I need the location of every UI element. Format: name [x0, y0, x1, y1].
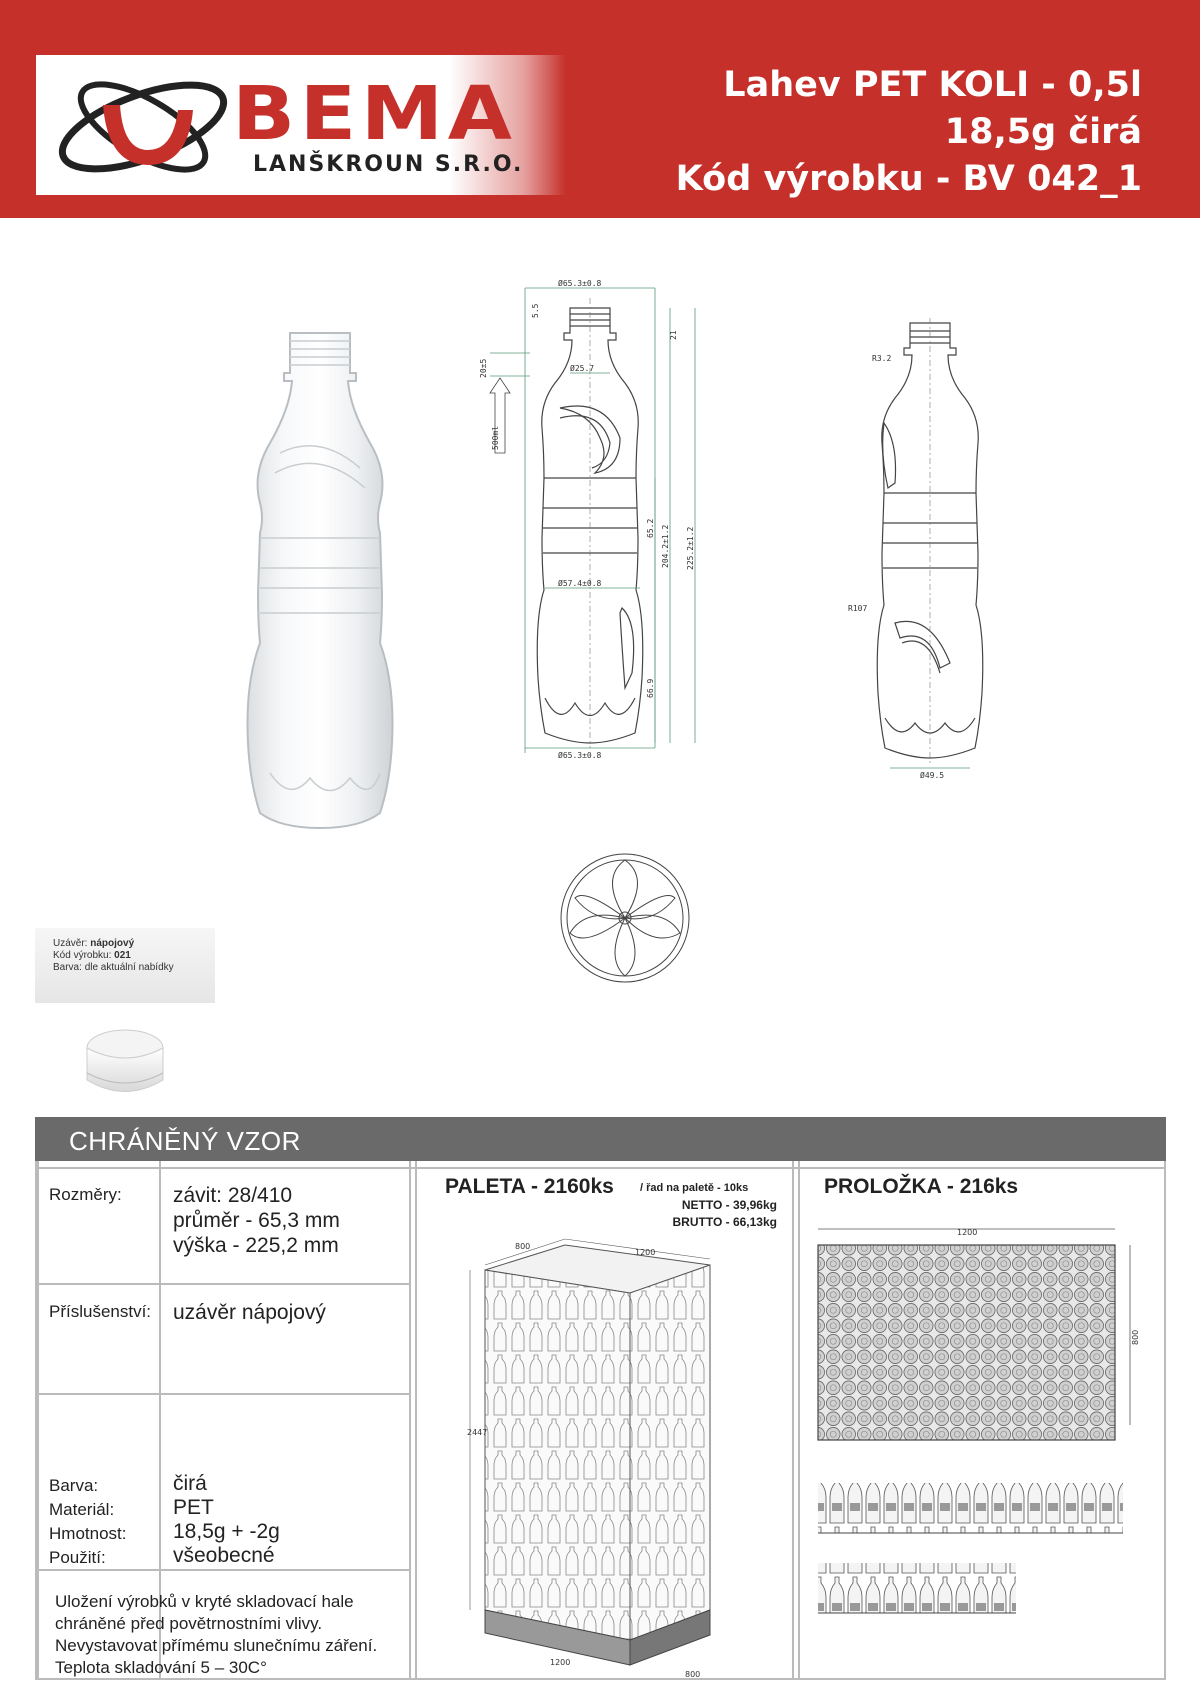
bottle-photo [230, 333, 410, 833]
company-logo [36, 55, 566, 195]
material-label: Materiál: [49, 1500, 115, 1519]
storage-line: Teplota skladování 5 – 30C° [55, 1658, 267, 1677]
pallet-dim-height: 2447 [467, 1428, 488, 1437]
layer-dim-height: 800 [1131, 1329, 1140, 1345]
pallet-dim-1200-top: 1200 [635, 1248, 656, 1257]
layer-drawing [810, 1225, 1160, 1665]
dim-225-2: 225.2±1.2 [686, 526, 695, 570]
dim-20: 20±5 [479, 358, 488, 378]
product-drawings [0, 218, 1200, 1118]
dim-r3-2: R3.2 [872, 354, 892, 363]
property-labels [49, 1474, 126, 1570]
layer-title: PROLOŽKA - 216ks [824, 1175, 1019, 1198]
dims-values [173, 1183, 340, 1258]
pallet-rows-note: / řad na paletě - 10ks [640, 1182, 749, 1194]
dim-66-9: 66.9 [646, 678, 655, 698]
protected-design-bar [35, 1117, 1166, 1161]
property-values [173, 1472, 280, 1568]
dim-204-2: 204.2±1.2 [661, 524, 670, 568]
pallet-drawing [455, 1225, 785, 1680]
pallet-dim-1200-bottom: 1200 [550, 1658, 571, 1667]
pallet-brutto: BRUTTO - 66,13kg [672, 1215, 777, 1229]
weight-label: Hmotnost: [49, 1524, 127, 1543]
title-line-2: 18,5g čirá [944, 112, 1142, 152]
dim-top-diameter: Ø65.3±0.8 [558, 279, 602, 288]
bottle-technical-side [840, 323, 1020, 803]
dim-r107: R107 [848, 604, 868, 613]
accessories-value: uzávěr nápojový [173, 1301, 326, 1324]
dims-label: Rozměry: [49, 1185, 122, 1204]
protected-design-label: CHRÁNĚNÝ VZOR [69, 1126, 301, 1156]
closure-value: nápojový [90, 938, 135, 949]
dim-base-diameter: Ø49.5 [920, 771, 945, 780]
layer-dim-width: 1200 [957, 1228, 978, 1237]
pallet-dim-800-top: 800 [515, 1242, 531, 1251]
closure-code-value: 021 [114, 950, 131, 961]
storage-line: Uložení výrobků v kryté skladovací hale [55, 1592, 354, 1611]
usage-label: Použití: [49, 1548, 106, 1567]
closure-code-label: Kód výrobku: [53, 950, 112, 961]
color-label: Barva: [49, 1476, 99, 1495]
dim-mid-diameter: Ø57.4±0.8 [558, 579, 602, 588]
dim-bottom-diameter: Ø65.3±0.8 [558, 751, 602, 760]
dim-neck-height: 5.5 [531, 303, 540, 318]
pallet-title: PALETA - 2160ks [445, 1175, 614, 1198]
bottle-bottom-view [555, 848, 695, 988]
dims-thread: závit: 28/410 [173, 1184, 293, 1207]
dim-neck-diameter: Ø25.7 [570, 364, 595, 373]
storage-line: Nevystavovat přímému slunečnímu záření. [55, 1636, 378, 1655]
dim-volume: 500ml [491, 425, 500, 450]
dim-21: 21 [669, 330, 678, 340]
bottle-technical-front [479, 278, 790, 808]
closure-color-label: Barva: [53, 962, 82, 973]
closure-info [35, 928, 215, 1003]
brand-name: BEMA [232, 71, 517, 157]
dims-height: výška - 225,2 mm [173, 1234, 339, 1257]
usage-value: všeobecné [173, 1544, 275, 1567]
color-value: čirá [173, 1472, 207, 1495]
dim-65-2: 65.2 [646, 518, 655, 538]
bema-logo-icon [48, 65, 238, 190]
closure-cap-image [80, 1018, 170, 1108]
header-banner [0, 0, 1200, 218]
dims-diameter: průměr - 65,3 mm [173, 1209, 340, 1232]
pallet-dim-800-bottom: 800 [685, 1670, 701, 1679]
product-title [676, 62, 1142, 203]
title-line-3: Kód výrobku - BV 042_1 [675, 159, 1142, 199]
closure-color-value: dle aktuální nabídky [84, 962, 174, 973]
accessories-label: Příslušenství: [49, 1302, 152, 1321]
brand-subtitle: LANŠKROUN S.R.O. [253, 152, 524, 177]
weight-value: 18,5g + -2g [173, 1520, 280, 1543]
storage-line: chráněné před povětrnostními vlivy. [55, 1614, 323, 1633]
title-line-1: Lahev PET KOLI - 0,5l [723, 65, 1142, 105]
closure-label: Uzávěr: [53, 938, 88, 949]
pallet-netto: NETTO - 39,96kg [681, 1198, 777, 1212]
material-value: PET [173, 1496, 214, 1519]
storage-instructions [55, 1591, 405, 1679]
